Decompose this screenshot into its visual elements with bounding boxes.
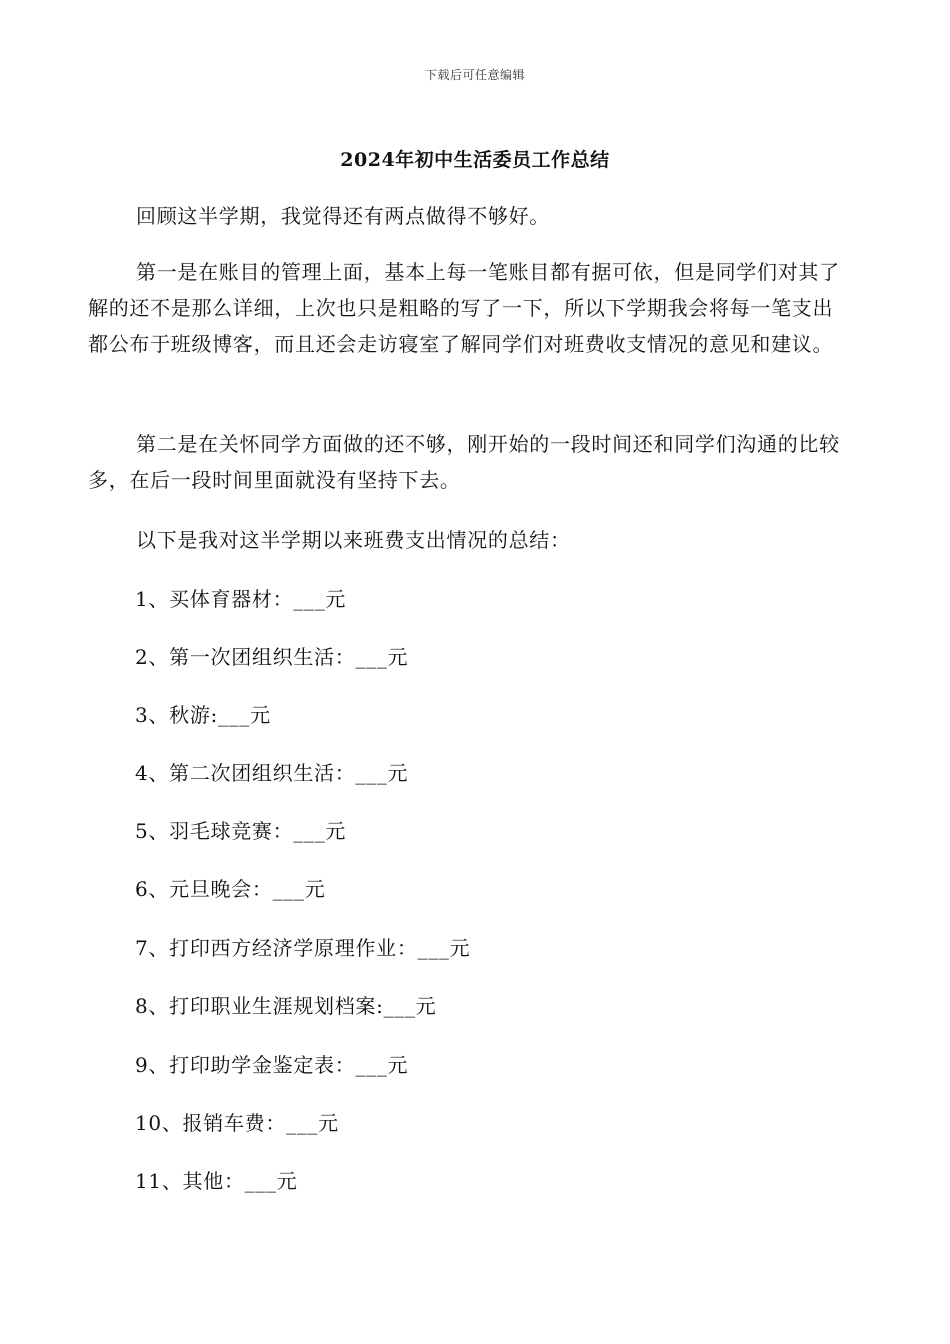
expense-item: 5、羽毛球竞赛：___元 bbox=[135, 819, 347, 843]
expense-item: 11、其他：___元 bbox=[135, 1169, 298, 1193]
paragraph-second-point: 第二是在关怀同学方面做的还不够，刚开始的一段时间还和同学们沟通的比较多，在后一段时间里面就没有坚持下去。 bbox=[88, 432, 840, 492]
expense-item: 6、元旦晚会：___元 bbox=[135, 877, 326, 901]
expense-item: 10、报销车费：___元 bbox=[135, 1111, 339, 1135]
paragraph-first-point: 第一是在账目的管理上面，基本上每一笔账目都有据可依，但是同学们对其了解的还不是那么详细，上次也只是粗略的写了一下，所以下学期我会将每一笔支出都公布于班级博客，而且还会走访寝室了解同学们对班费收支情况的意见和建议。 bbox=[88, 260, 840, 356]
document-title: 2024年初中生活委员工作总结 bbox=[340, 149, 610, 171]
expense-item: 2、第一次团组织生活：___元 bbox=[135, 645, 409, 669]
paragraph-summary-intro: 以下是我对这半学期以来班费支出情况的总结： bbox=[136, 528, 571, 552]
expense-item: 1、买体育器材：___元 bbox=[135, 587, 347, 611]
expense-item: 9、打印助学金鉴定表：___元 bbox=[135, 1053, 409, 1077]
expense-item: 7、打印西方经济学原理作业：___元 bbox=[135, 936, 471, 960]
paragraph-intro: 回顾这半学期，我觉得还有两点做得不够好。 bbox=[136, 204, 550, 228]
header-note: 下载后可任意编辑 bbox=[424, 68, 525, 82]
expense-item: 8、打印职业生涯规划档案:___元 bbox=[135, 994, 437, 1018]
expense-item: 4、第二次团组织生活：___元 bbox=[135, 761, 409, 785]
expense-item: 3、秋游:___元 bbox=[135, 703, 271, 727]
